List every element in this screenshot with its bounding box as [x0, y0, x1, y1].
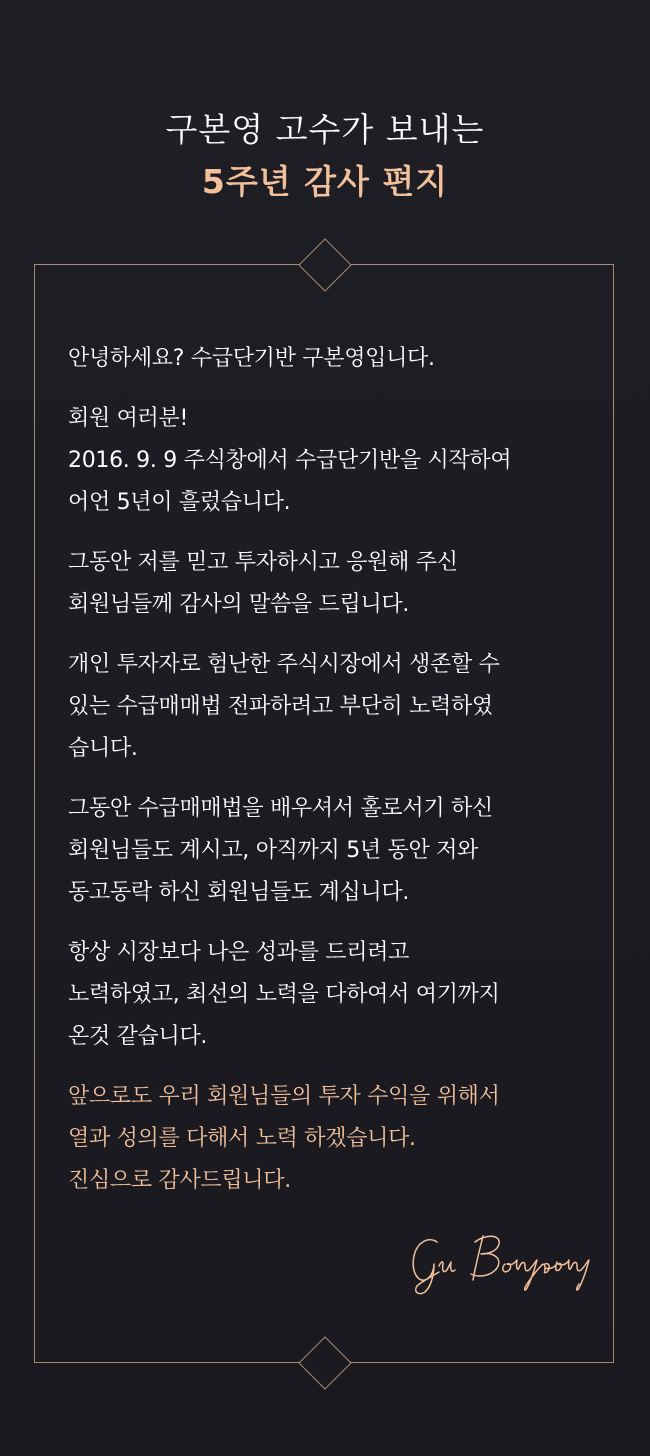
letter-line: 안녕하세요? 수급단기반 구본영입니다. — [68, 346, 435, 371]
letter-line: 항상 시장보다 나은 성과를 드리려고 — [68, 940, 410, 965]
letter-line: 진심으로 감사드립니다. — [68, 1168, 291, 1193]
letter-line: 있는 수급매매법 전파하려고 부단히 노력하였 — [68, 694, 493, 719]
letter-line: 개인 투자자로 험난한 주식시장에서 생존할 수 — [68, 652, 500, 677]
letter-line: 회원님들께 감사의 말씀을 드립니다. — [68, 592, 410, 617]
letter-paragraph — [68, 932, 598, 1058]
letter-paragraph — [68, 542, 598, 626]
letter-line: 그동안 저를 믿고 투자하시고 응원해 주신 — [68, 550, 458, 575]
letter-paragraph — [68, 338, 598, 380]
letter-line: 앞으로도 우리 회원님들의 투자 수익을 위해서 — [68, 1084, 500, 1109]
letter-paragraph — [68, 398, 598, 524]
letter-paragraph — [68, 644, 598, 770]
letter-line: 회원님들도 계시고, 아직까지 5년 동안 저와 — [68, 838, 479, 863]
letter-line: 그동안 수급매매법을 배우셔서 홀로서기 하신 — [68, 796, 493, 821]
letter-closing-paragraph — [68, 1076, 598, 1202]
letter-line: 노력하였고, 최선의 노력을 다하여서 여기까지 — [68, 982, 500, 1007]
letter-line: 2016. 9. 9 주식창에서 수급단기반을 시작하여 — [68, 448, 512, 473]
header-title: 5주년 감사 편지 — [201, 162, 449, 201]
letter-line: 온것 같습니다. — [68, 1024, 208, 1049]
diamond-ornament-icon — [298, 1336, 352, 1390]
diamond-ornament-icon — [298, 238, 352, 292]
letter-line: 습니다. — [68, 736, 138, 761]
letter-body — [68, 338, 598, 1220]
letter-header — [0, 104, 650, 208]
letter-line: 열과 성의를 다해서 노력 하겠습니다. — [68, 1126, 416, 1151]
letter-line: 회원 여러분! — [68, 406, 188, 431]
letter-line: 동고동락 하신 회원님들도 계십니다. — [68, 880, 410, 905]
letter-line: 어언 5년이 흘렀습니다. — [68, 490, 291, 515]
header-subtitle: 구본영 고수가 보내는 — [165, 110, 485, 149]
signature-icon — [405, 1228, 595, 1296]
letter-paragraph — [68, 788, 598, 914]
